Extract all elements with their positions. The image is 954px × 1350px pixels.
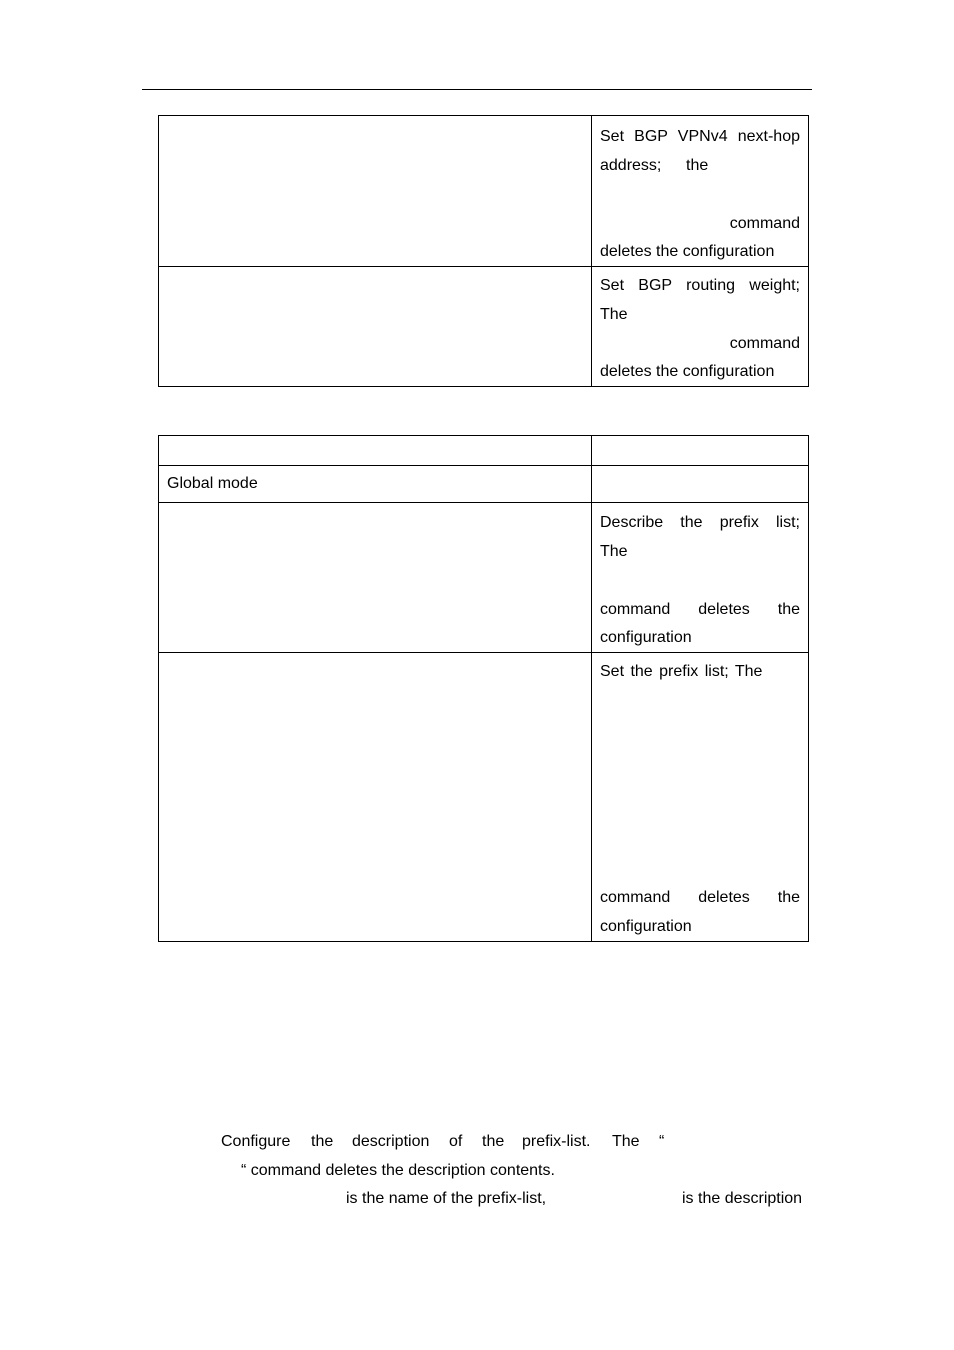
paragraph-text: “ command deletes the description contents.: [241, 1162, 555, 1179]
explanation-line: The: [600, 306, 628, 323]
explanation-tail: [600, 883, 800, 941]
explanation-line: deletes the configuration: [600, 243, 775, 260]
paragraph-text: is the name of the prefix-list,: [346, 1190, 547, 1207]
command-table-1: [158, 115, 809, 387]
explanation-cell: [592, 653, 809, 942]
command-cell: [159, 503, 592, 653]
table-row: [159, 653, 809, 942]
blank-line: [600, 566, 800, 595]
explanation-line: Describe the prefix list;: [600, 514, 800, 531]
explanation-line: Set BGP routing weight;: [600, 277, 800, 294]
explanation-line: deletes the configuration: [600, 363, 775, 380]
table-row: [159, 267, 809, 387]
explanation-cell: [592, 503, 809, 653]
paragraph-word: of: [449, 1133, 463, 1150]
explanation-line: Set BGP VPNv4 next-hop: [600, 128, 800, 145]
explanation-line: command deletes the: [600, 601, 800, 618]
table-row: [159, 466, 809, 503]
table-header-row: [159, 436, 809, 466]
paragraph-word: The: [612, 1133, 640, 1150]
header-cell: [592, 436, 809, 466]
command-table-2: [158, 435, 809, 942]
table-row: [159, 116, 809, 267]
paragraph-word: the: [482, 1133, 505, 1150]
explanation-line: Set the prefix list; The: [600, 663, 763, 680]
header-cell: [159, 436, 592, 466]
paragraph-word: description: [352, 1133, 430, 1150]
explanation-line: [600, 151, 800, 180]
explanation-line: configuration: [600, 629, 692, 646]
explanation-cell: [592, 116, 809, 267]
paragraph-word: “: [659, 1133, 665, 1150]
explanation-line: command deletes the: [600, 889, 800, 906]
table-row: [159, 503, 809, 653]
paragraph-word: Configure: [221, 1133, 291, 1150]
explanation-line: configuration: [600, 918, 692, 935]
command-cell: [159, 267, 592, 387]
explanation-cell: [592, 267, 809, 387]
explanation-word: the: [686, 157, 709, 174]
explanation-line: The: [600, 543, 628, 560]
paragraph-line-1: [0, 1127, 954, 1156]
explanation-line: command: [729, 335, 800, 352]
mode-cell-empty: [592, 466, 809, 503]
explanation-word: address;: [600, 157, 662, 174]
paragraph-word: prefix-list.: [522, 1133, 591, 1150]
paragraph-word: the: [311, 1133, 334, 1150]
paragraph-text: is the description: [682, 1190, 803, 1207]
mode-cell: Global mode: [159, 466, 592, 503]
command-cell: [159, 653, 592, 942]
paragraph-line-2: [0, 1156, 954, 1185]
explanation-line: command: [729, 215, 800, 232]
paragraph-line-3: [0, 1184, 954, 1213]
command-cell: [159, 116, 592, 267]
blank-line: [600, 180, 800, 209]
header-rule: [142, 89, 812, 90]
